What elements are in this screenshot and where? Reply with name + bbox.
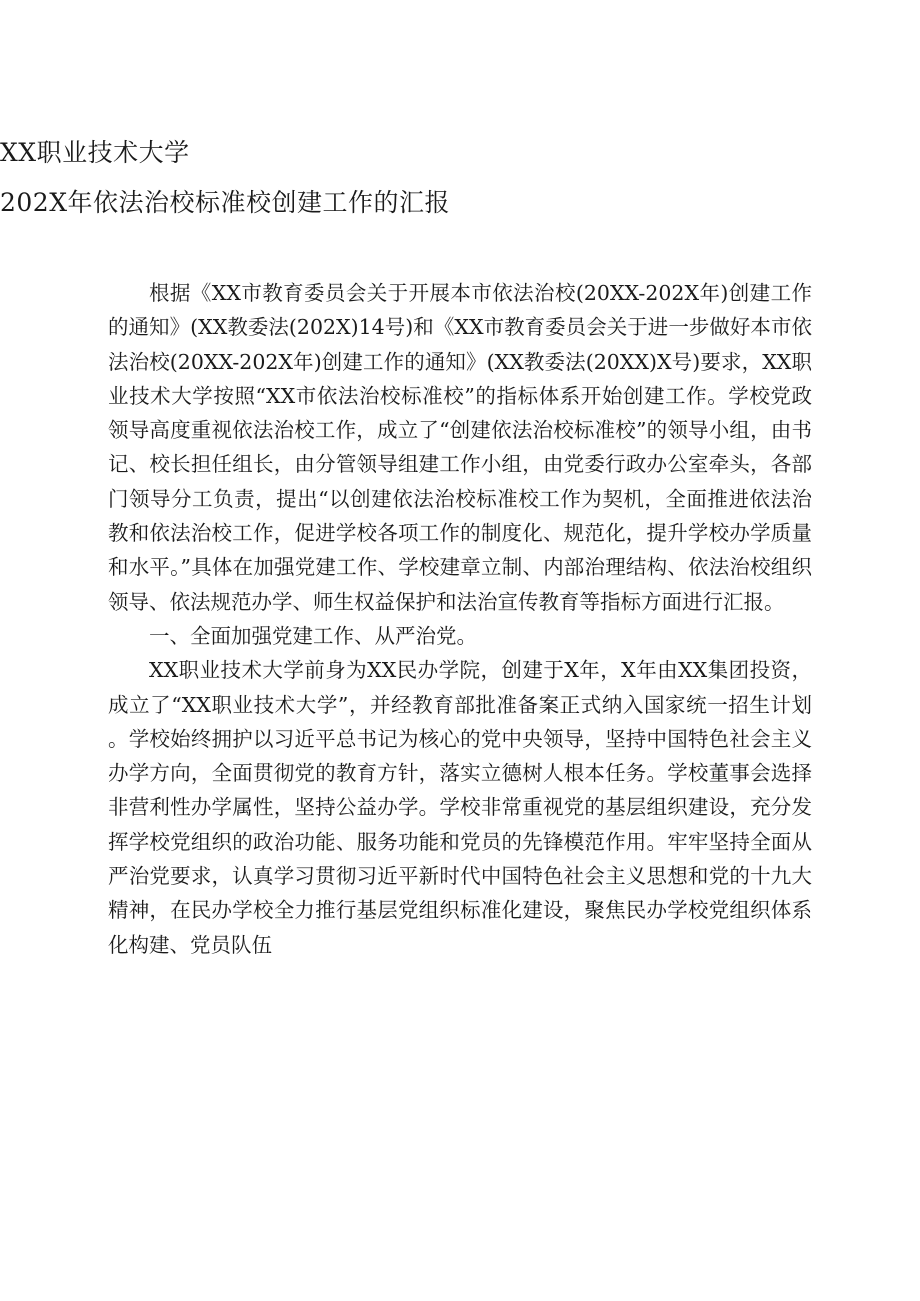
paragraph-intro: 根据《XX市教育委员会关于开展本市依法治校(20XX-202X年)创建工作的通知》(XX教委法(202X)14号)和《XX市教育委员会关于进一步做好本市依法治校(20XX-202X年)创建工作的通知》(XX教委法(20XX)X号)要求，XX职业技术大学按照“XX市依法治校标准校”的指标体系开始创建工作。学校党政领导高度重视依法治校工作，成立了“创建依法治校标准校”的领导小组，由书记、校长担任组长，由分管领导组建工作小组，由党委行政办公室牵头，各部门领导分工负责，提出“以创建依法治校标准校工作为契机，全面推进依法治教和依法治校工作，促进学校各项工作的制度化、规范化，提升学校办学质量和水平。”具体在加强党建工作、学校建章立制、内部治理结构、依法治校组织领导、依法规范办学、师生权益保护和法治宣传教育等指标方面进行汇报。 [108, 281, 812, 614]
document-title-line-2: 202X年依法治校标准校创建工作的汇报 [0, 188, 451, 217]
document-title-line-1: XX职业技术大学 [0, 138, 190, 167]
paragraph-party-building: XX职业技术大学前身为XX民办学院，创建于X年，X年由XX集团投资，成立了“XX职业技术大学”，并经教育部批准备案正式纳入国家统一招生计划。学校始终拥护以习近平总书记为核心的党中央领导，坚持中国特色社会主义办学方向，全面贯彻党的教育方针，落实立德树人根本任务。学校董事会选择非营利性办学属性，坚持公益办学。学校非常重视党的基层组织建设，充分发挥学校党组织的政治功能、服务功能和党员的先锋模范作用。牢牢坚持全面从严治党要求，认真学习贯彻习近平新时代中国特色社会主义思想和党的十九大精神，在民办学校全力推行基层党组织标准化建设，聚焦民办学校党组织体系化构建、党员队伍 [108, 658, 812, 957]
section-heading-1: 一、全面加强党建工作、从严治党。 [149, 623, 477, 648]
document-body [108, 276, 812, 962]
